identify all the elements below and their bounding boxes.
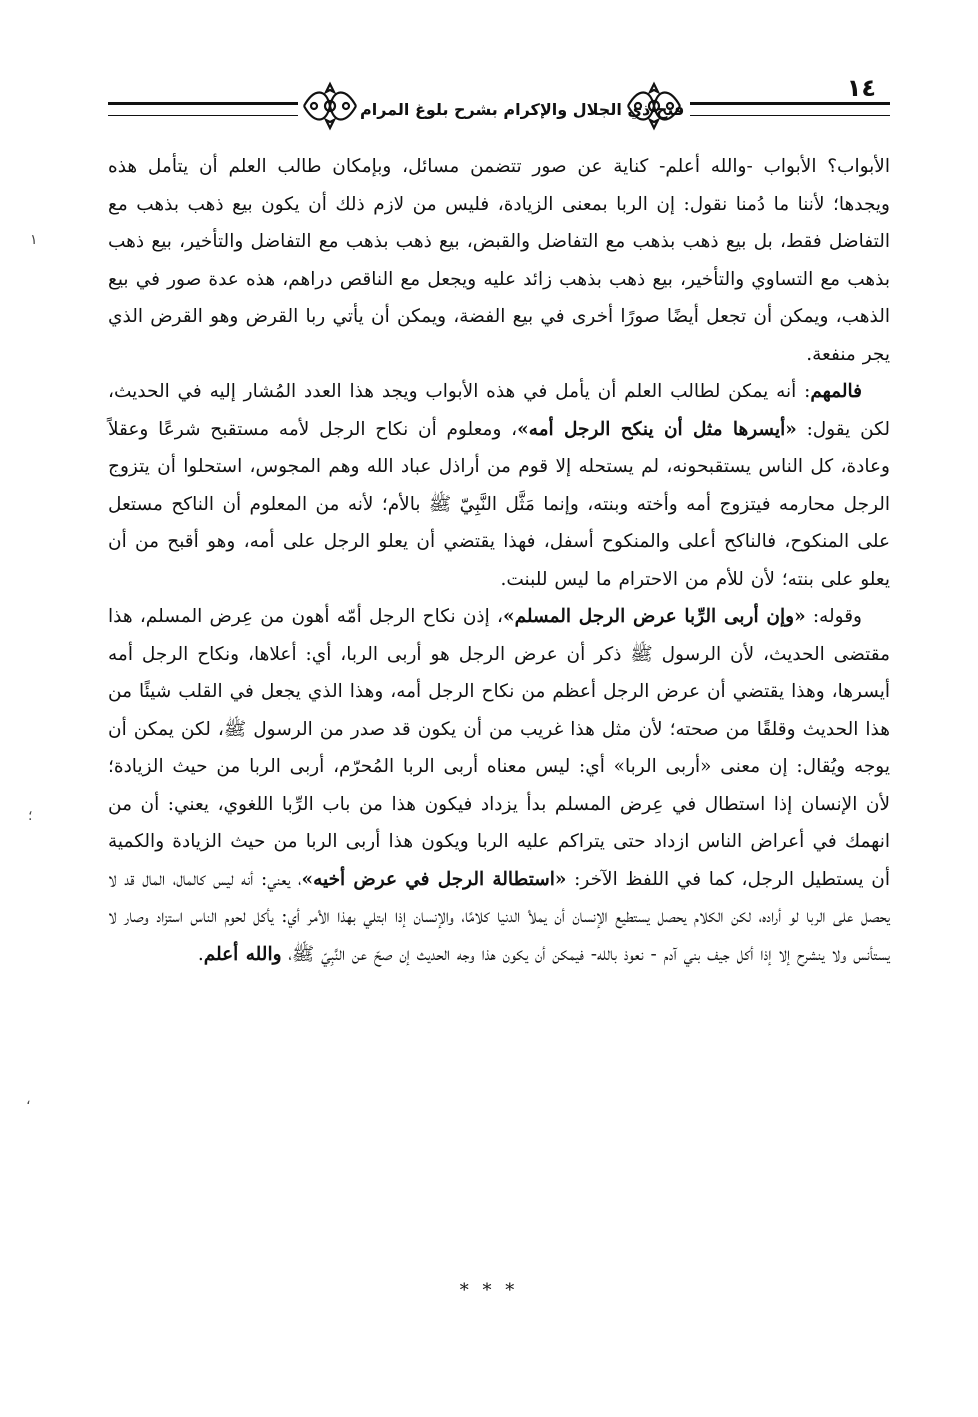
text-segment: ، إذن نكاح الرجل أمّه أهون من عِرض المسلم، هذا مقتضى الحديث، لأن الرسول ﷺ ذكر أن عرض الرجل هو أربى الربا، أي: أعلاها، ونكاح الرجل أمه أيسرها، وهذا يقتضي أن عرض الرجل أعظم من نكاح الرجل أمه، وهذا الذي يجعل في القلب شيئًا من هذا الحديث وقلقًا من صحته؛ لأن مثل هذا غريب من أن يكون قد صدر من الرسول ﷺ، لكن يمكن أن يوجه ويُقال: إن معنى «أربى الربا» أي: ليس معناه أربى الربا المُحرّم، أربى الربا من حيث الزيادة؛ لأن الإنسان إذا استطال في عِرض المسلم بدأ يزداد فيكون هذا من باب الرِّبا اللغوي، يعني: أن من انهمك في أعراض الناس ازداد حتى يتراكم عليه الربا ويكون هذا أربى الربا من حيث الزيادة والكمية أن يستطيل الرجل، كما في اللفظ الآخر: [108,606,890,890]
book-title: فتح ذي الجلال والإكرام بشرح بلوغ المرام [360,100,685,119]
text-segment: . [197,943,204,965]
text-segment: ، ومعلوم أن نكاح الرجل لأمه مستقبح شرعًا وعقلاً وعادة، كل الناس يستقبحونه، لم يستحله إلا قوم من أراذل عباد الله وهم المجوس، استحلوا أن يتزوج الرجل محارمه فيتزوج أمه وأخته وبنته، وإنما مَثَّل النَّبِيّ ﷺ بالأم؛ لأنه من المعلوم أن الناكح مستعل على المنكوح، فالناكح أعلى والمنكوح أسفل، فهذا يقتضي أن يعلو الرجل على أمه، وهو أقبح من أن يعلو على بنته؛ لأن للأم من الاحترام ما ليس للبنت. [108,418,890,590]
text-segment: وقوله: [805,606,862,627]
margin-mark: ؛ [28,808,33,824]
bold-text-segment: والله أعلم [203,943,282,965]
section-separator: * * * [459,1280,519,1301]
bold-text-segment: فالمهم [810,381,862,402]
page-number: ١٤ [846,74,876,102]
bold-text-segment: «أيسرها مثل أن ينكح الرجل أمه» [517,418,797,440]
paragraph [108,373,890,598]
margin-mark: ، [26,1092,31,1108]
bold-text-segment: «استطالة الرجل في عرض أخيه» [301,868,567,890]
text-segment: ، يعني: أنه ليس كالمال، المال قد لا يحصل على الربا لو أراده، لكن الكلام يحصل يستطيع الإنسان أن يملأ الدنيا كلامًا، والإنسان إذا ابتلي بهذا الأمر أي: يأكل لحوم الناس استزاد وصار لا يستأنس ولا ينشرح إلا إذا أكل جيف بني آدم - نعوذ بالله- فيمكن أن يكون هذا وجه الحديث إن صحّ عن النَّبِيّ ﷺ، [108,868,890,965]
body-text [108,148,890,973]
margin-mark: ١ [30,232,38,248]
ornament-right-icon [624,80,684,132]
page-header [108,74,890,134]
text-segment: : أنه يمكن لطالب العلم أن يأمل في هذه الأبواب ويجد هذا العدد المُشار إليه في الحديث، لكن يقول: [108,381,891,440]
text-segment: الأبواب؟ الأبواب -والله أعلم- كناية عن صور تتضمن مسائل، وبإمكان طالب العلم أن يتأمل هذه ويجدها؛ لأننا ما دُمنا نقول: إن الربا بمعنى الزيادة، فليس من لازم ذلك أن يكون بيع ذهب بذهب مع التفاضل فقط، بل بيع ذهب بذهب مع التفاضل والقبض، بيع ذهب بذهب مع التفاضل والتأخير، بيع ذهب بذهب مع التساوي والتأخير، بيع ذهب بذهب زائد عليه ويجعل مع الناقص دراهم، هذه عدة صور في بيع الذهب، ويمكن أن تجعل أيضًا صورًا أخرى في بيع الفضة، ويمكن أن يأتي ربا القرض وهو القرض الذي يجر منفعة. [108,156,890,365]
ornament-left-icon [300,80,360,132]
header-rule-left [108,102,298,116]
paragraph [108,598,890,973]
bold-text-segment: «وإن أربى الرِّبا عرض الرجل المسلم» [503,606,806,627]
paragraph [108,148,890,373]
header-rule-right [690,102,890,116]
